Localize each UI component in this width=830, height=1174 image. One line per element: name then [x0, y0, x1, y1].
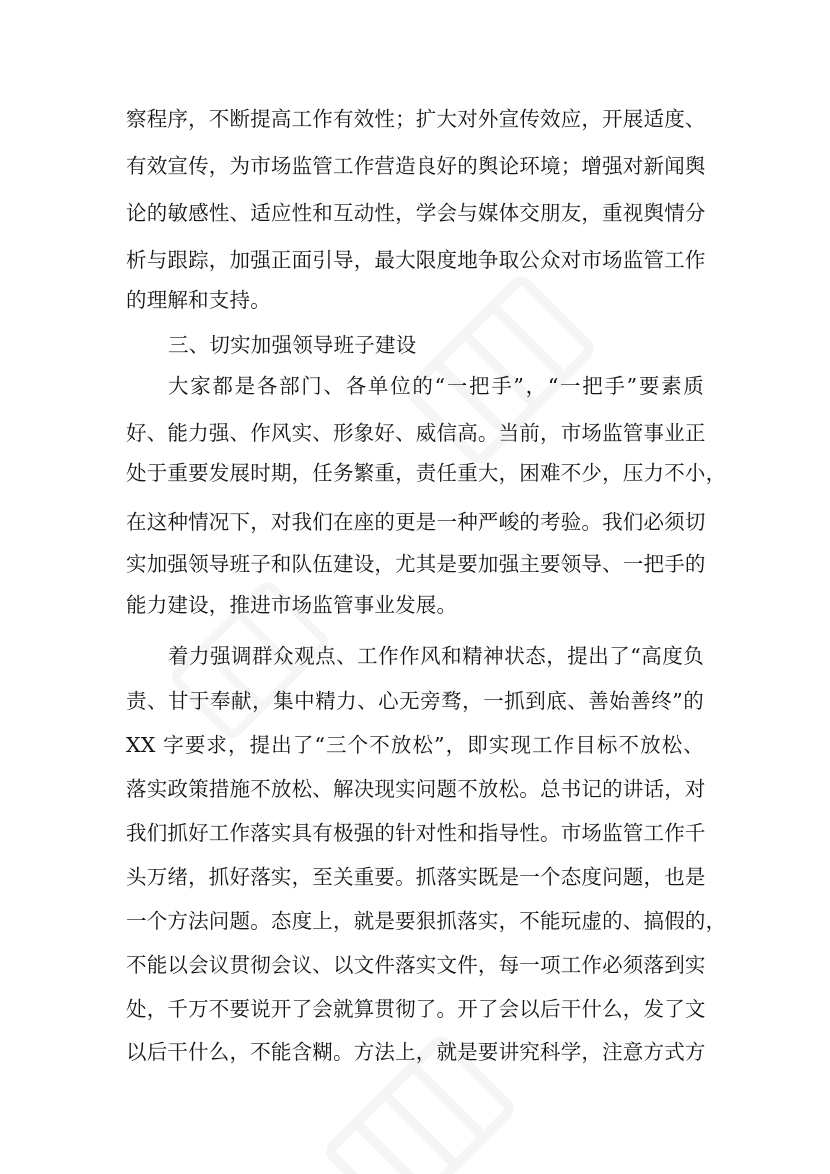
paragraph-2-line: 好、能力强、作风实、形象好、威信高。当前，市场监管事业正: [126, 421, 706, 445]
paragraph-3-line: 头万绪，抓好落实，至关重要。抓落实既是一个态度问题，也是: [126, 865, 706, 889]
section-heading: 三、切实加强领导班子建设: [168, 333, 417, 357]
paragraph-3-line: 处，千万不要说开了会就算贯彻了。开了会以后干什么，发了文: [126, 997, 706, 1021]
paragraph-2-line: 实加强领导班子和队伍建设，尤其是要加强主要领导、一把手的: [126, 552, 706, 576]
paragraph-1-line: 论的敏感性、适应性和互动性，学会与媒体交朋友，重视舆情分: [126, 201, 706, 225]
paragraph-3-line: 一个方法问题。态度上，就是要狠抓落实，不能玩虚的、搞假的，: [126, 909, 727, 933]
paragraph-2-line: 在这种情况下，对我们在座的更是一种严峻的考验。我们必须切: [126, 510, 706, 534]
paragraph-2-line: 处于重要发展时期，任务繁重，责任重大，困难不少，压力不小，: [126, 461, 727, 485]
paragraph-2-line: 大家都是各部门、各单位的“一把手”，“一把手”要素质: [168, 374, 704, 398]
paragraph-1-line: 析与跟踪，加强正面引导，最大限度地争取公众对市场监管工作: [126, 248, 706, 272]
paragraph-3-line: 责、甘于奉献，集中精力、心无旁骛，一抓到底、善始善终”的: [126, 689, 704, 713]
paragraph-3-line: 我们抓好工作落实具有极强的针对性和指导性。市场监管工作千: [126, 821, 706, 845]
paragraph-3-line: XX 字要求，提出了“三个不放松”，即实现工作目标不放松、: [126, 733, 704, 757]
paragraph-1-line: 的理解和支持。: [126, 288, 271, 312]
paragraph-2-line: 能力建设，推进市场监管事业发展。: [126, 593, 458, 617]
paragraph-3-line: 着力强调群众观点、工作作风和精神状态，提出了“高度负: [168, 644, 704, 668]
paragraph-1-line: 有效宣传，为市场监管工作营造良好的舆论环境；增强对新闻舆: [126, 154, 706, 178]
paragraph-3-line: 不能以会议贯彻会议、以文件落实文件，每一项工作必须落到实: [126, 953, 706, 977]
paragraph-3-line: 以后干什么，不能含糊。方法上，就是要讲究科学，注意方式方: [126, 1040, 706, 1064]
paragraph-1-line: 察程序，不断提高工作有效性；扩大对外宣传效应，开展适度、: [126, 107, 706, 131]
paragraph-3-line: 落实政策措施不放松、解决现实问题不放松。总书记的讲话，对: [126, 777, 706, 801]
